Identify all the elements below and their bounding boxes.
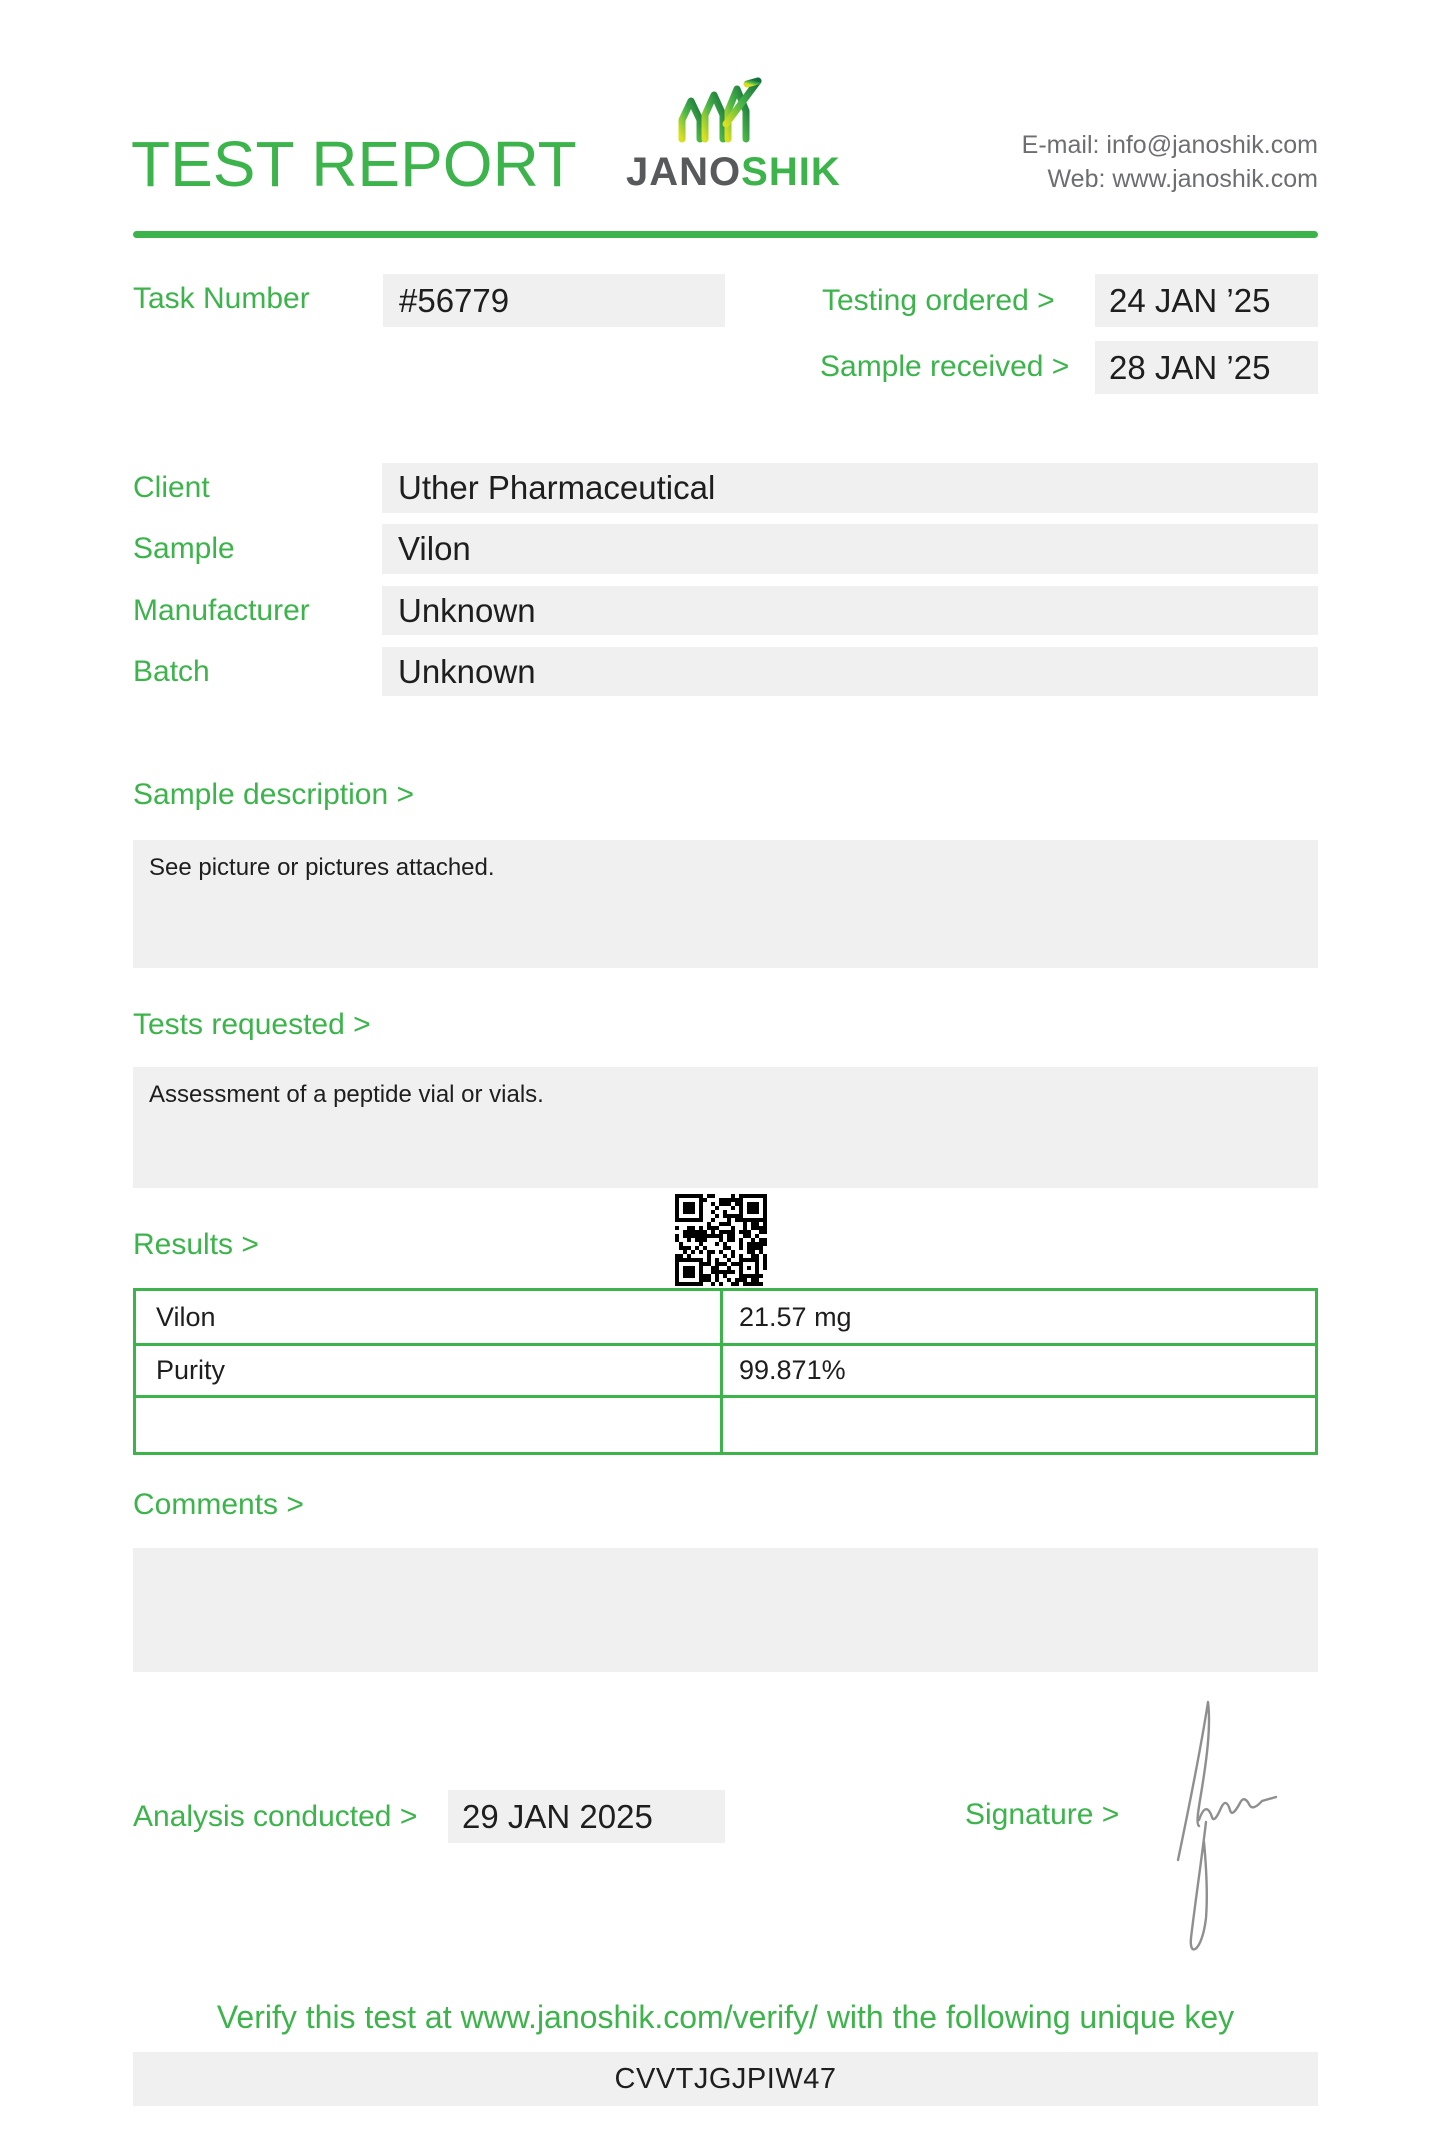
verify-key: CVVTJGJPIW47 — [133, 2052, 1318, 2106]
analysis-conducted-label: Analysis conducted > — [133, 1800, 418, 1833]
batch-label: Batch — [133, 655, 210, 688]
signature-label: Signature > — [965, 1798, 1120, 1831]
table-row — [136, 1343, 1315, 1395]
tests-requested-box — [133, 1067, 1318, 1188]
batch-value: Unknown — [382, 647, 1318, 696]
sample-description-heading: Sample description > — [133, 778, 414, 811]
table-row — [136, 1291, 1315, 1343]
comments-box — [133, 1548, 1318, 1672]
verify-instruction: Verify this test at www.janoshik.com/verify/ with the following unique key — [216, 1999, 1235, 2035]
results-table — [133, 1288, 1318, 1455]
logo-wordmark — [626, 150, 841, 195]
manufacturer-label: Manufacturer — [133, 594, 310, 627]
sample-label: Sample — [133, 532, 235, 565]
sample-received-value: 28 JAN ’25 — [1095, 341, 1318, 394]
result-name-cell: Vilon — [156, 1301, 216, 1332]
task-number-value: #56779 — [383, 274, 725, 327]
contact-block — [1022, 128, 1318, 196]
logo-shik: SHIK — [741, 150, 841, 194]
tests-requested-text: Assessment of a peptide vial or vials. — [149, 1081, 544, 1108]
client-label: Client — [133, 471, 210, 504]
result-value-cell: 21.57 mg — [720, 1291, 1315, 1343]
table-row — [136, 1395, 1315, 1452]
contact-web: Web: www.janoshik.com — [1047, 165, 1318, 193]
signature-scribble — [1148, 1692, 1298, 1977]
manufacturer-value: Unknown — [382, 586, 1318, 635]
task-number-label: Task Number — [133, 282, 310, 315]
testing-ordered-value: 24 JAN ’25 — [1095, 274, 1318, 327]
analysis-conducted-value: 29 JAN 2025 — [448, 1790, 725, 1843]
testing-ordered-label: Testing ordered > — [822, 284, 1055, 317]
header-divider — [133, 231, 1318, 238]
result-name-cell — [136, 1398, 720, 1452]
comments-heading: Comments > — [133, 1488, 304, 1521]
sample-received-label: Sample received > — [820, 350, 1070, 383]
contact-email: E-mail: info@janoshik.com — [1021, 131, 1318, 159]
tests-requested-heading: Tests requested > — [133, 1008, 371, 1041]
sample-value: Vilon — [382, 524, 1318, 574]
result-name-cell: Purity — [156, 1355, 226, 1385]
result-value-cell — [720, 1398, 1315, 1452]
sample-description-box — [133, 840, 1318, 968]
results-heading: Results > — [133, 1228, 259, 1261]
sample-description-text: See picture or pictures attached. — [149, 854, 495, 881]
client-value: Uther Pharmaceutical — [382, 463, 1318, 513]
result-value-cell: 99.871% — [720, 1346, 1315, 1395]
logo-jano: JANO — [626, 150, 742, 194]
qr-code — [675, 1194, 767, 1286]
growth-chart-icon — [674, 74, 766, 151]
page-title: TEST REPORT — [131, 128, 577, 200]
